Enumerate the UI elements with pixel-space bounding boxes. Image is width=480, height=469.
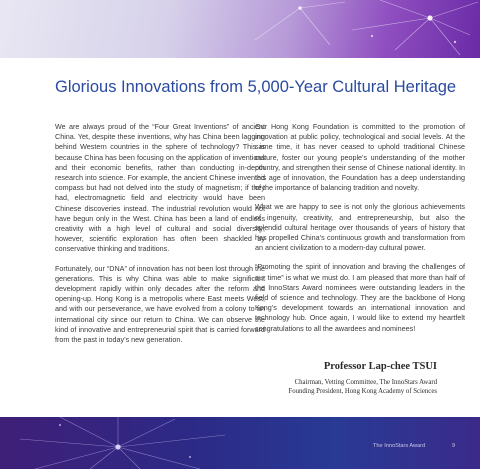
top-decorative-banner (0, 0, 480, 58)
paragraph: What we are happy to see is not only the glorious achievements of ingenuity, creativity, and entrepreneurship, but also the splendid cultural heritage over thousands of years of history that has propelled China’s continuous growth and transformation from an ancient civilization to a modern-day cultural power. (255, 202, 465, 253)
signature-block (288, 361, 437, 396)
signatory-title: Founding President, Hong Kong Academy of Sciences (288, 388, 437, 395)
page-title: Glorious Innovations from 5,000-Year Cultural Heritage (55, 78, 457, 96)
paragraph: Fortunately, our “DNA” of innovation has not been lost through the generations. This is why China was able to make significant development rapidly within only decades after the reform and opening-up. Hong Kong is a metropolis where East meets West, and with our perseverance, we have evolved from a colony to an international city since our return to China. We can observe the kind of innovative and entrepreneurial spirit that is carried forward from the past in today’s new generation. (55, 263, 265, 345)
page-number: 9 (452, 443, 456, 449)
paragraph: Our Hong Kong Foundation is committed to the promotion of innovation at public policy, technological and social levels. At the same time, it has never ceased to uphold traditional Chinese culture, foster our young people’s understanding of the mother country, and strengthen their sense of Chinese national identity. In this age of innovation, the Foundation has a deep understanding of the importance of balancing tradition and novelty. (255, 122, 465, 193)
paragraph: We are always proud of the “Four Great Inventions” of ancient China. Yet, despite these inventions, why has China been lagging behind Western countries in the sphere of technology? This is because China has been focusing on the application of inventions and their economic benefits, rather than conducting in-depth research into science. For example, the ancient Chinese invented compass but had not delved into the study of magnetism; if they had, electromagnetic field and electricity would have been Chinese discoveries instead. The industrial revolution would not have begun only in the West. China has been a land of endless creativity with a high level of cultural and social diversity; however, scientific exploration has often been shackled by conservative thinking and traditions. (55, 122, 265, 254)
signatory-title: Chairman, Vetting Committee, The InnoStars Award (294, 379, 437, 386)
left-text-column (55, 122, 265, 354)
paragraph: “Promoting the spirit of innovation and braving the challenges of our time” is what we must do. I am pleased that more than half of the InnoStars Award nominees were outstanding leaders in the field of science and technology. They are the backbone of Hong Kong’s development towards an international innovation and technology hub. Once again, I would like to extend my heartfelt congratulations to all the awardees and nominees! (255, 262, 465, 333)
footer-publication-label: The InnoStars Award (373, 443, 426, 449)
right-text-column (255, 122, 465, 343)
signatory-name: Professor Lap-chee TSUI (323, 361, 437, 372)
starburst-decoration (0, 0, 480, 58)
